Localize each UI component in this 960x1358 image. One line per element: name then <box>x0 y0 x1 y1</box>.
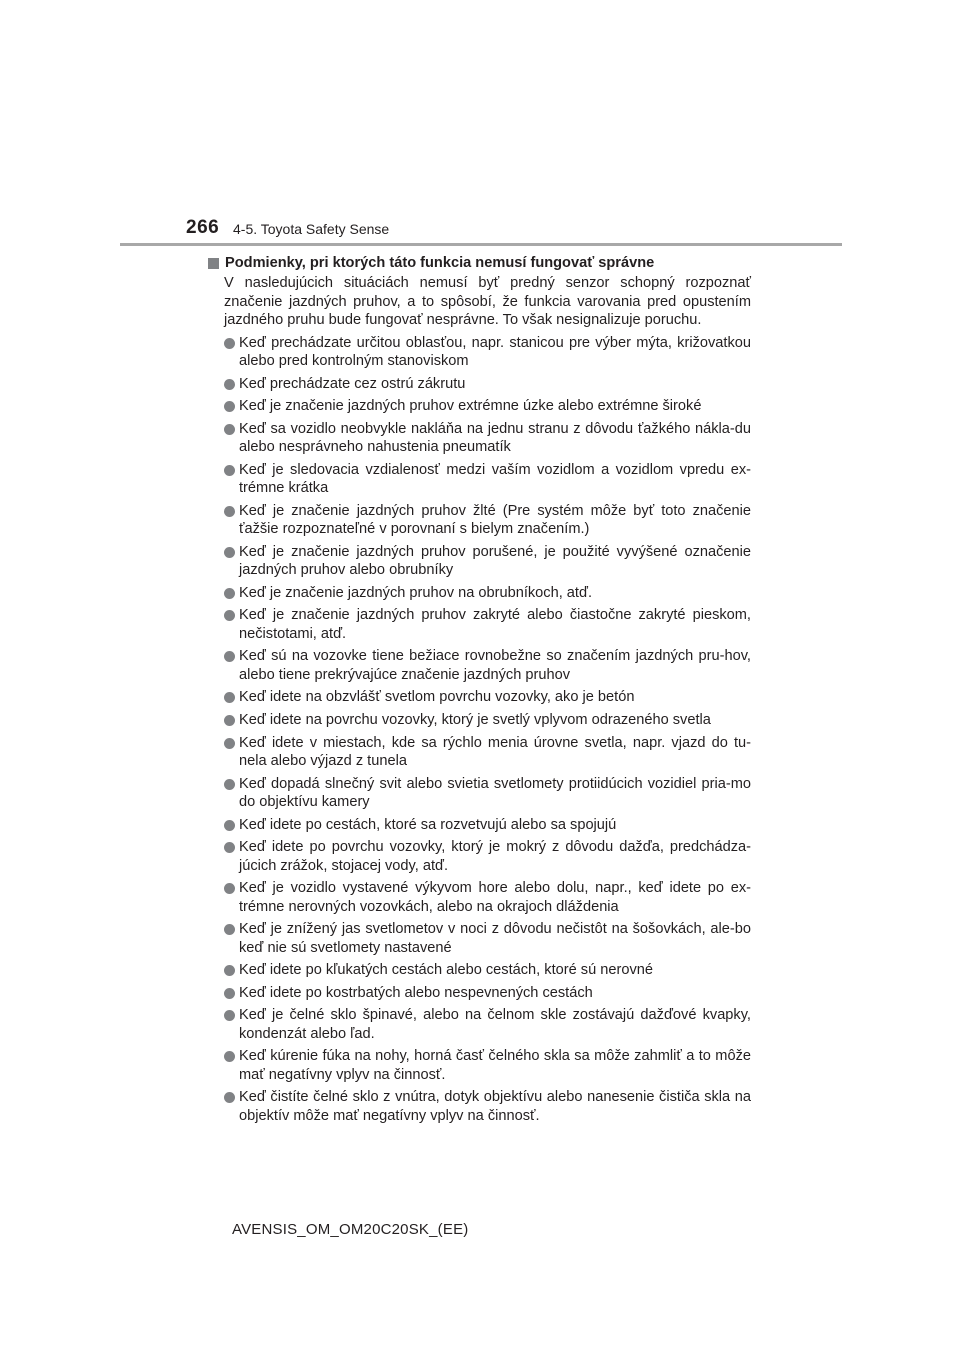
square-bullet-icon <box>208 258 219 269</box>
list-item <box>224 1088 751 1125</box>
round-bullet-icon <box>224 924 235 935</box>
list-item <box>224 984 751 1002</box>
list-item-text: Keď je znížený jas svetlometov v noci z dôvodu nečistôt na šošovkách, ale-bo keď nie sú svetlomety nastavené <box>239 921 751 956</box>
round-bullet-icon <box>224 715 235 726</box>
list-item-text: Keď idete na obzvlášť svetlom povrchu vozovky, ako je betón <box>239 689 635 706</box>
intro-paragraph: V nasledujúcich situáciách nemusí byť predný senzor schopný rozpoznať značenie jazdných pruhov, a to spôsobí, že funkcia varovania pred opustením jazdného pruhu bude fungovať nesprávne. To však nesignalizuje poruchu. <box>224 275 751 329</box>
round-bullet-icon <box>224 588 235 599</box>
list-item-text: Keď idete po kľukatých cestách alebo cestách, ktoré sú nerovné <box>239 962 653 979</box>
round-bullet-icon <box>224 1051 235 1062</box>
list-item-text: Keď čistíte čelné sklo z vnútra, dotyk objektívu alebo nanesenie čističa skla na objektív môže mať negatívny vplyv na činnosť. <box>239 1089 751 1124</box>
list-item <box>224 584 751 602</box>
header-divider <box>120 243 842 246</box>
section-title: 4-5. Toyota Safety Sense <box>233 221 390 237</box>
round-bullet-icon <box>224 988 235 999</box>
list-item-text: Keď je značenie jazdných pruhov na obrubníkoch, atď. <box>239 584 593 601</box>
list-item <box>224 688 751 706</box>
list-item-text: Keď je značenie jazdných pruhov extrémne úzke alebo extrémne široké <box>239 398 702 415</box>
list-item <box>224 420 751 457</box>
list-item-text: Keď prechádzate cez ostrú zákrutu <box>239 375 466 392</box>
round-bullet-icon <box>224 651 235 662</box>
round-bullet-icon <box>224 465 235 476</box>
list-item-text: Keď sa vozidlo neobvykle nakláňa na jednu stranu z dôvodu ťažkého nákla-du alebo nesprávneho nahustenia pneumatík <box>239 420 751 456</box>
list-item-text: Keď idete po cestách, ktoré sa rozvetvujú alebo sa spojujú <box>239 816 617 833</box>
list-item-text: Keď prechádzate určitou oblasťou, napr. stanicou pre výber mýta, križovatkou alebo pred kontrolným stanoviskom <box>239 334 751 370</box>
round-bullet-icon <box>224 1092 235 1103</box>
heading-text: Podmienky, pri ktorých táto funkcia nemusí fungovať správne <box>225 255 655 271</box>
round-bullet-icon <box>224 379 235 390</box>
list-item <box>224 734 751 771</box>
subsection-heading <box>207 254 751 272</box>
list-item <box>224 1047 751 1084</box>
list-item <box>224 647 751 684</box>
list-item <box>224 334 751 371</box>
list-item-text: Keď je vozidlo vystavené výkyvom hore alebo dolu, napr., keď idete po ex-trémne nerovných vozovkách, alebo na okrajoch dláždenia <box>239 880 751 915</box>
list-item-text: Keď idete v miestach, kde sa rýchlo menia úrovne svetla, napr. vjazd do tu-nela alebo výjazd z tunela <box>239 734 751 769</box>
list-item-text: Keď kúrenie fúka na nohy, horná časť čelného skla sa môže zahmliť a to môže mať negatívny vplyv na činnosť. <box>239 1048 751 1083</box>
list-item-text: Keď idete po povrchu vozovky, ktorý je mokrý z dôvodu dažďa, predchádza-júcich zrážok, stojacej vody, atď. <box>239 839 751 874</box>
condition-list <box>224 334 751 1126</box>
list-item <box>224 543 751 580</box>
list-item-text: Keď je čelné sklo špinavé, alebo na čelnom skle zostávajú dažďové kvapky, kondenzát alebo ľad. <box>239 1007 751 1042</box>
round-bullet-icon <box>224 820 235 831</box>
list-item-text: Keď sú na vozovke tiene bežiace rovnobežne so značením jazdných pru-hov, alebo tiene prekrývajúce značenie jazdných pruhov <box>239 648 751 683</box>
round-bullet-icon <box>224 401 235 412</box>
document-code: AVENSIS_OM_OM20C20SK_(EE) <box>232 1221 469 1238</box>
round-bullet-icon <box>224 1010 235 1021</box>
round-bullet-icon <box>224 506 235 517</box>
round-bullet-icon <box>224 965 235 976</box>
round-bullet-icon <box>224 883 235 894</box>
list-item <box>224 838 751 875</box>
list-item <box>224 879 751 916</box>
list-item <box>224 961 751 979</box>
round-bullet-icon <box>224 842 235 853</box>
list-item-text: Keď je sledovacia vzdialenosť medzi vaším vozidlom a vozidlom vpredu ex-trémne krátka <box>239 461 751 497</box>
list-item <box>224 1006 751 1043</box>
list-item-text: Keď idete po kostrbatých alebo nespevnených cestách <box>239 984 593 1001</box>
round-bullet-icon <box>224 547 235 558</box>
list-item <box>224 920 751 957</box>
round-bullet-icon <box>224 610 235 621</box>
list-item <box>224 606 751 643</box>
list-item <box>224 502 751 539</box>
list-item <box>224 397 751 415</box>
list-item <box>224 711 751 729</box>
list-item-text: Keď je značenie jazdných pruhov žlté (Pre systém môže byť toto značenie ťažšie rozpoznateľné v porovnaní s bielym značením.) <box>239 502 751 538</box>
round-bullet-icon <box>224 738 235 749</box>
list-item-text: Keď je značenie jazdných pruhov porušené, je použité vyvýšené označenie jazdných pruhov alebo obrubníky <box>239 543 751 579</box>
list-item <box>224 775 751 812</box>
round-bullet-icon <box>224 424 235 435</box>
round-bullet-icon <box>224 779 235 790</box>
list-item-text: Keď je značenie jazdných pruhov zakryté alebo čiastočne zakryté pieskom, nečistotami, atď. <box>239 607 751 642</box>
list-item-text: Keď idete na povrchu vozovky, ktorý je svetlý vplyvom odrazeného svetla <box>239 712 711 728</box>
list-item <box>224 461 751 498</box>
list-item <box>224 375 751 393</box>
list-item <box>224 816 751 834</box>
list-item-text: Keď dopadá slnečný svit alebo svietia svetlomety protiidúcich vozidiel pria-mo do objektívu kamery <box>239 775 751 810</box>
round-bullet-icon <box>224 692 235 703</box>
round-bullet-icon <box>224 338 235 349</box>
watermark-logo <box>724 1322 952 1352</box>
page-number: 266 <box>186 217 220 238</box>
main-content <box>207 254 751 1129</box>
